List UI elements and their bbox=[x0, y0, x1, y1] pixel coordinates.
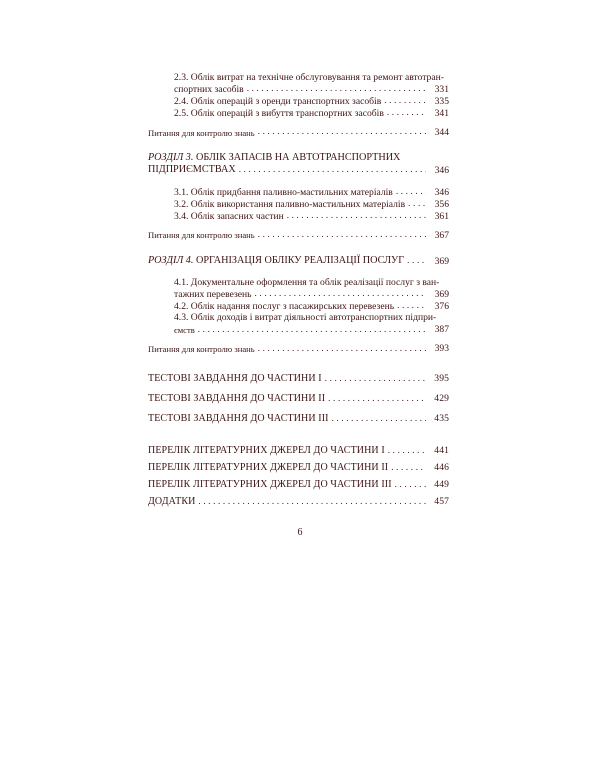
dot-leader bbox=[328, 393, 426, 403]
toc-page-number: 429 bbox=[434, 393, 449, 405]
dot-leader bbox=[332, 413, 426, 423]
toc-page-number: 367 bbox=[434, 229, 449, 241]
toc-entry-tests-1 bbox=[148, 373, 449, 385]
toc-entry-text: ПЕРЕЛІК ЛІТЕРАТУРНИХ ДЖЕРЕЛ ДО ЧАСТИНИ І bbox=[148, 444, 385, 456]
toc-page-number: 441 bbox=[434, 445, 449, 457]
toc-page-number: 346 bbox=[434, 164, 449, 176]
toc-entry-text: ПЕРЕЛІК ЛІТЕРАТУРНИХ ДЖЕРЕЛ ДО ЧАСТИНИ ІІІ bbox=[148, 478, 392, 490]
toc-entry-text: Питання для контролю знань bbox=[148, 127, 255, 138]
toc-entry-literature-3 bbox=[148, 479, 449, 491]
toc-page-number: 393 bbox=[434, 343, 449, 355]
dot-leader bbox=[387, 107, 426, 117]
section-title: ОРГАНІЗАЦІЯ ОБЛІКУ РЕАЛІЗАЦІЇ ПОСЛУГ bbox=[193, 255, 405, 267]
toc-entry-text: 2.5. Облік операцій з вибуття транспортних засобів bbox=[174, 108, 384, 119]
toc-entry-questions-2 bbox=[148, 126, 449, 138]
dot-leader bbox=[397, 300, 426, 310]
toc-entry-text: спортних засобів bbox=[174, 84, 244, 95]
toc-page-number: 369 bbox=[434, 255, 449, 267]
toc-page-number: 369 bbox=[434, 289, 449, 300]
toc-entry-2-5 bbox=[174, 107, 449, 119]
toc-entry-2-3 bbox=[174, 72, 449, 95]
toc-entry-text: ТЕСТОВІ ЗАВДАННЯ ДО ЧАСТИНИ ІІІ bbox=[148, 412, 329, 424]
toc-page-number: 356 bbox=[434, 198, 449, 210]
toc-entry-questions-4 bbox=[148, 343, 449, 355]
dot-leader bbox=[287, 210, 426, 220]
dot-leader bbox=[407, 255, 426, 265]
toc-entry-questions-3 bbox=[148, 229, 449, 241]
dot-leader bbox=[396, 186, 426, 196]
toc-page-number: 344 bbox=[434, 127, 449, 138]
toc-entry-text: ДОДАТКИ bbox=[148, 495, 196, 507]
toc-entry-literature-1 bbox=[148, 445, 449, 457]
dot-leader bbox=[384, 95, 426, 105]
toc-entry-text: 3.4. Облік запасних частин bbox=[174, 210, 284, 222]
toc-entry-text: 3.1. Облік придбання паливно-мастильних матеріалів bbox=[174, 186, 393, 198]
toc-entry-2-4 bbox=[174, 95, 449, 107]
toc-entry-text: 2.3. Облік витрат на технічне обслуговування та ремонт автотран- bbox=[174, 72, 444, 83]
dot-leader bbox=[255, 288, 426, 298]
toc-entry-3-2 bbox=[174, 198, 449, 210]
section-title: ОБЛІК ЗАПАСІВ НА АВТОТРАНСПОРТНИХ bbox=[193, 152, 401, 164]
toc-page-number: 446 bbox=[434, 462, 449, 474]
dot-leader bbox=[408, 198, 426, 208]
table-of-contents bbox=[148, 72, 449, 508]
section-title: ПІДПРИЄМСТВАХ bbox=[148, 164, 236, 176]
dot-leader bbox=[391, 462, 426, 472]
toc-page-number: 457 bbox=[434, 496, 449, 508]
toc-entry-3-4 bbox=[174, 210, 449, 222]
toc-entry-text: 3.2. Облік використання паливно-мастильних матеріалів bbox=[174, 198, 406, 210]
section-label: РОЗДІЛ 3. bbox=[148, 152, 194, 164]
toc-section-3 bbox=[148, 152, 449, 176]
toc-section-4 bbox=[148, 255, 449, 267]
toc-entry-appendices bbox=[148, 496, 449, 508]
dot-leader bbox=[325, 373, 426, 383]
toc-page-number: 376 bbox=[434, 301, 449, 312]
dot-leader bbox=[258, 343, 426, 353]
toc-page-number: 335 bbox=[434, 96, 449, 107]
toc-page-number: 395 bbox=[434, 373, 449, 385]
toc-page-number: 346 bbox=[434, 186, 449, 198]
toc-entry-text: ПЕРЕЛІК ЛІТЕРАТУРНИХ ДЖЕРЕЛ ДО ЧАСТИНИ ІІ bbox=[148, 461, 389, 473]
dot-leader bbox=[239, 164, 426, 174]
toc-entry-tests-3 bbox=[148, 413, 449, 425]
toc-page-number: 341 bbox=[434, 108, 449, 119]
toc-entry-4-3 bbox=[174, 312, 449, 335]
toc-entry-tests-2 bbox=[148, 393, 449, 405]
toc-entry-literature-2 bbox=[148, 462, 449, 474]
toc-entry-text: 2.4. Облік операцій з оренди транспортних засобів bbox=[174, 96, 382, 107]
dot-leader bbox=[198, 324, 426, 334]
dot-leader bbox=[258, 126, 426, 136]
toc-entry-text: тажних перевезень bbox=[174, 289, 252, 300]
dot-leader bbox=[198, 496, 426, 506]
toc-entry-text: ємств bbox=[174, 325, 195, 336]
toc-entry-3-1 bbox=[174, 186, 449, 198]
toc-entry-text: ТЕСТОВІ ЗАВДАННЯ ДО ЧАСТИНИ І bbox=[148, 372, 322, 384]
toc-page-number: 435 bbox=[434, 413, 449, 425]
toc-entry-text: 4.3. Облік доходів і витрат діяльності автотранспортних підпри- bbox=[174, 312, 437, 324]
page-number: 6 bbox=[297, 527, 303, 538]
toc-page-number: 387 bbox=[434, 324, 449, 336]
toc-page-number: 361 bbox=[434, 210, 449, 222]
toc-entry-text: ТЕСТОВІ ЗАВДАННЯ ДО ЧАСТИНИ ІІ bbox=[148, 392, 326, 404]
toc-entry-text: 4.2. Облік надання послуг з пасажирських перевезень bbox=[174, 301, 395, 312]
dot-leader bbox=[258, 229, 426, 239]
toc-entry-4-2 bbox=[174, 300, 449, 312]
dot-leader bbox=[388, 445, 426, 455]
toc-entry-4-1 bbox=[174, 277, 449, 300]
toc-entry-text: Питання для контролю знань bbox=[148, 344, 255, 355]
toc-page-number: 449 bbox=[434, 479, 449, 491]
dot-leader bbox=[247, 83, 426, 93]
toc-entry-text: Питання для контролю знань bbox=[148, 230, 255, 241]
dot-leader bbox=[395, 479, 426, 489]
toc-page-number: 331 bbox=[434, 84, 449, 95]
section-label: РОЗДІЛ 4. bbox=[148, 255, 194, 267]
toc-entry-text: 4.1. Документальне оформлення та облік реалізації послуг з ван- bbox=[174, 277, 440, 288]
